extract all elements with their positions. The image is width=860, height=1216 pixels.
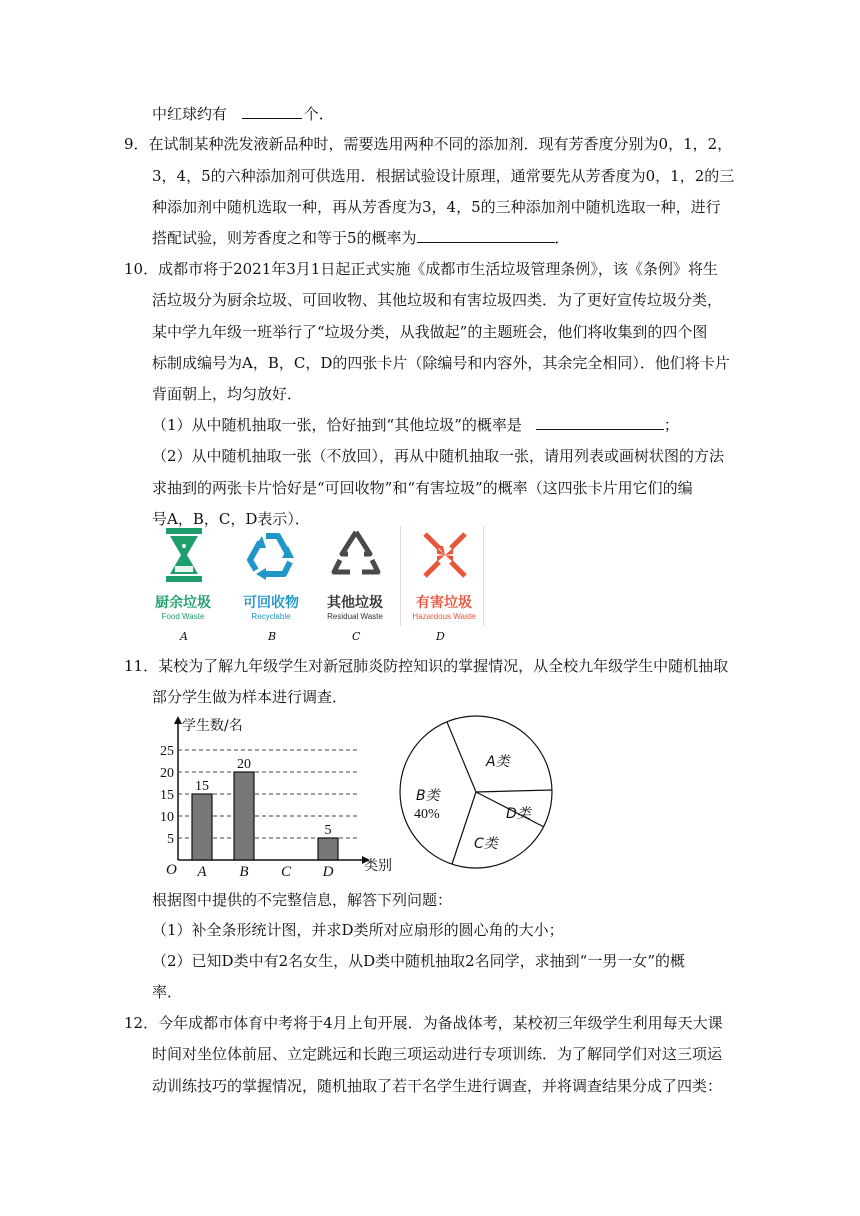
q11-line-6: 率． bbox=[152, 983, 183, 1001]
card-food-waste bbox=[140, 526, 222, 626]
x-tick-label: D bbox=[322, 864, 334, 880]
q10-line-8: 求抽到的两张卡片恰好是“可回收物”和“有害垃圾”的概率（这四张卡片用它们的编 bbox=[152, 479, 693, 497]
bar bbox=[234, 772, 254, 860]
q9-line-2: 3，4，5的六种添加剂可供选用．根据试验设计原理，通常要先从芳香度为0，1，2的三 bbox=[152, 167, 735, 185]
pie-label-c: C类 bbox=[474, 836, 498, 852]
card-residual-waste bbox=[312, 526, 394, 626]
q9-line-3: 种添加剂中随机选取一种，再从芳香度为3，4，5的三种添加剂中随机选取一种，进行 bbox=[152, 198, 721, 216]
x-tick-label: A bbox=[197, 864, 207, 880]
answer-blank[interactable] bbox=[417, 228, 555, 243]
q10-line-3: 某中学九年级一班举行了“垃圾分类，从我做起”的主题班会，他们将收集到的四个图 bbox=[152, 323, 708, 341]
pie-percent-b: 40% bbox=[414, 807, 440, 822]
y-tick-label: 25 bbox=[160, 744, 174, 759]
residual-waste-icon bbox=[328, 526, 384, 584]
card-label-zh: 可回收物 bbox=[243, 595, 299, 611]
pie-label-d: D类 bbox=[506, 806, 531, 822]
bar-chart bbox=[160, 710, 400, 880]
q12-line-2: 时间对坐位体前屈、立定跳远和长跑三项运动进行专项训练．为了解同学们对这三项运 bbox=[152, 1045, 723, 1063]
q10-line-1: 10．成都市将于2021年3月1日起正式实施《成都市生活垃圾管理条例》，该《条例》将生 bbox=[124, 260, 718, 278]
q10-line-2: 活垃圾分为厨余垃圾、可回收物、其他垃圾和有害垃圾四类．为了更好宣传垃圾分类， bbox=[152, 291, 723, 309]
x-tick-label: C bbox=[280, 864, 292, 880]
q9-line-4 bbox=[152, 228, 570, 248]
x-tick-label: B bbox=[239, 864, 249, 880]
q11-line-1: 11．某校为了解九年级学生对新冠肺炎防控知识的掌握情况，从全校九年级学生中随机抽取 bbox=[124, 657, 729, 675]
card-label-zh: 厨余垃圾 bbox=[155, 595, 211, 611]
q11-line-5: （2）已知D类中有2名女生，从D类中随机抽取2名同学，求抽到“一男一女”的概 bbox=[152, 952, 686, 970]
y-tick-label: 10 bbox=[160, 810, 174, 825]
q10-line-7: （2）从中随机抽取一张（不放回），再从中随机抽取一张，请用列表或画树状图的方法 bbox=[152, 447, 725, 465]
card-recyclable bbox=[228, 526, 310, 626]
card-label-zh: 其他垃圾 bbox=[327, 595, 383, 611]
q8-tail-text: 中红球约有 bbox=[152, 105, 228, 123]
q9-line-1: 9．在试制某种洗发液新品种时，需要选用两种不同的添加剂．现有芳香度分别为0，1，2， bbox=[124, 135, 733, 153]
card-label-en: Residual Waste bbox=[327, 612, 383, 621]
pie-label-b: B类 bbox=[416, 788, 440, 804]
y-axis-arrow bbox=[174, 716, 182, 724]
q8-tail-end: 个． bbox=[303, 105, 334, 123]
q9-line-4-end: ． bbox=[554, 229, 570, 247]
card-letter: C bbox=[352, 630, 361, 643]
y-tick-label: 15 bbox=[160, 788, 174, 803]
q8-tail bbox=[152, 104, 334, 124]
bar-value-label: 20 bbox=[237, 757, 251, 772]
card-label-en: Hazardous Waste bbox=[412, 612, 476, 621]
y-axis-title: 学生数/名 bbox=[182, 718, 243, 734]
card-label-en: Food Waste bbox=[161, 612, 205, 621]
x-axis-title: 类别 bbox=[364, 858, 392, 874]
q10-line-9: 号A，B，C，D表示）． bbox=[152, 510, 310, 528]
q12-line-3: 动训练技巧的掌握情况，随机抽取了若干名学生进行调查，并将调查结果分成了四类： bbox=[152, 1077, 723, 1095]
card-label-zh: 有害垃圾 bbox=[416, 595, 472, 611]
recycle-icon bbox=[244, 526, 300, 584]
q10-line-5: 背面朝上，均匀放好． bbox=[152, 385, 303, 403]
q10-line-6 bbox=[152, 415, 679, 435]
y-tick-label: 5 bbox=[167, 832, 174, 847]
q10-line-6-end: ； bbox=[663, 416, 679, 434]
q10-line-4: 标制成编号为A，B，C，D的四张卡片（除编号和内容外，其余完全相同）．他们将卡片 bbox=[152, 354, 730, 372]
origin-label: O bbox=[166, 862, 177, 878]
card-label-en: Recyclable bbox=[251, 612, 291, 621]
card-letter: B bbox=[268, 630, 277, 643]
pie-label-a: A类 bbox=[486, 754, 510, 770]
hazard-icon bbox=[417, 526, 473, 584]
q11-line-4: （1）补全条形统计图，并求D类所对应扇形的圆心角的大小； bbox=[152, 921, 564, 939]
answer-blank[interactable] bbox=[536, 415, 664, 430]
bar bbox=[192, 794, 212, 860]
y-tick-label: 20 bbox=[160, 766, 174, 781]
card-letter: A bbox=[180, 630, 188, 643]
pie-chart bbox=[396, 712, 556, 872]
q9-line-4-text: 搭配试验，则芳香度之和等于5的概率为 bbox=[152, 229, 417, 247]
bar bbox=[318, 838, 338, 860]
q12-line-1: 12．今年成都市体育中考将于4月上旬开展．为备战体考，某校初三年级学生利用每天大课 bbox=[124, 1014, 723, 1032]
q10-line-6-text: （1）从中随机抽取一张，恰好抽到“其他垃圾”的概率是 bbox=[152, 416, 522, 434]
hourglass-icon bbox=[156, 526, 212, 584]
card-hazardous-waste bbox=[400, 526, 484, 626]
answer-blank[interactable] bbox=[242, 104, 302, 119]
q11-line-3: 根据图中提供的不完整信息，解答下列问题： bbox=[152, 891, 453, 909]
q11-line-2: 部分学生做为样本进行调查． bbox=[152, 688, 348, 706]
bar-value-label: 15 bbox=[195, 779, 209, 794]
bar-value-label: 5 bbox=[324, 823, 332, 838]
card-letter: D bbox=[436, 630, 445, 643]
